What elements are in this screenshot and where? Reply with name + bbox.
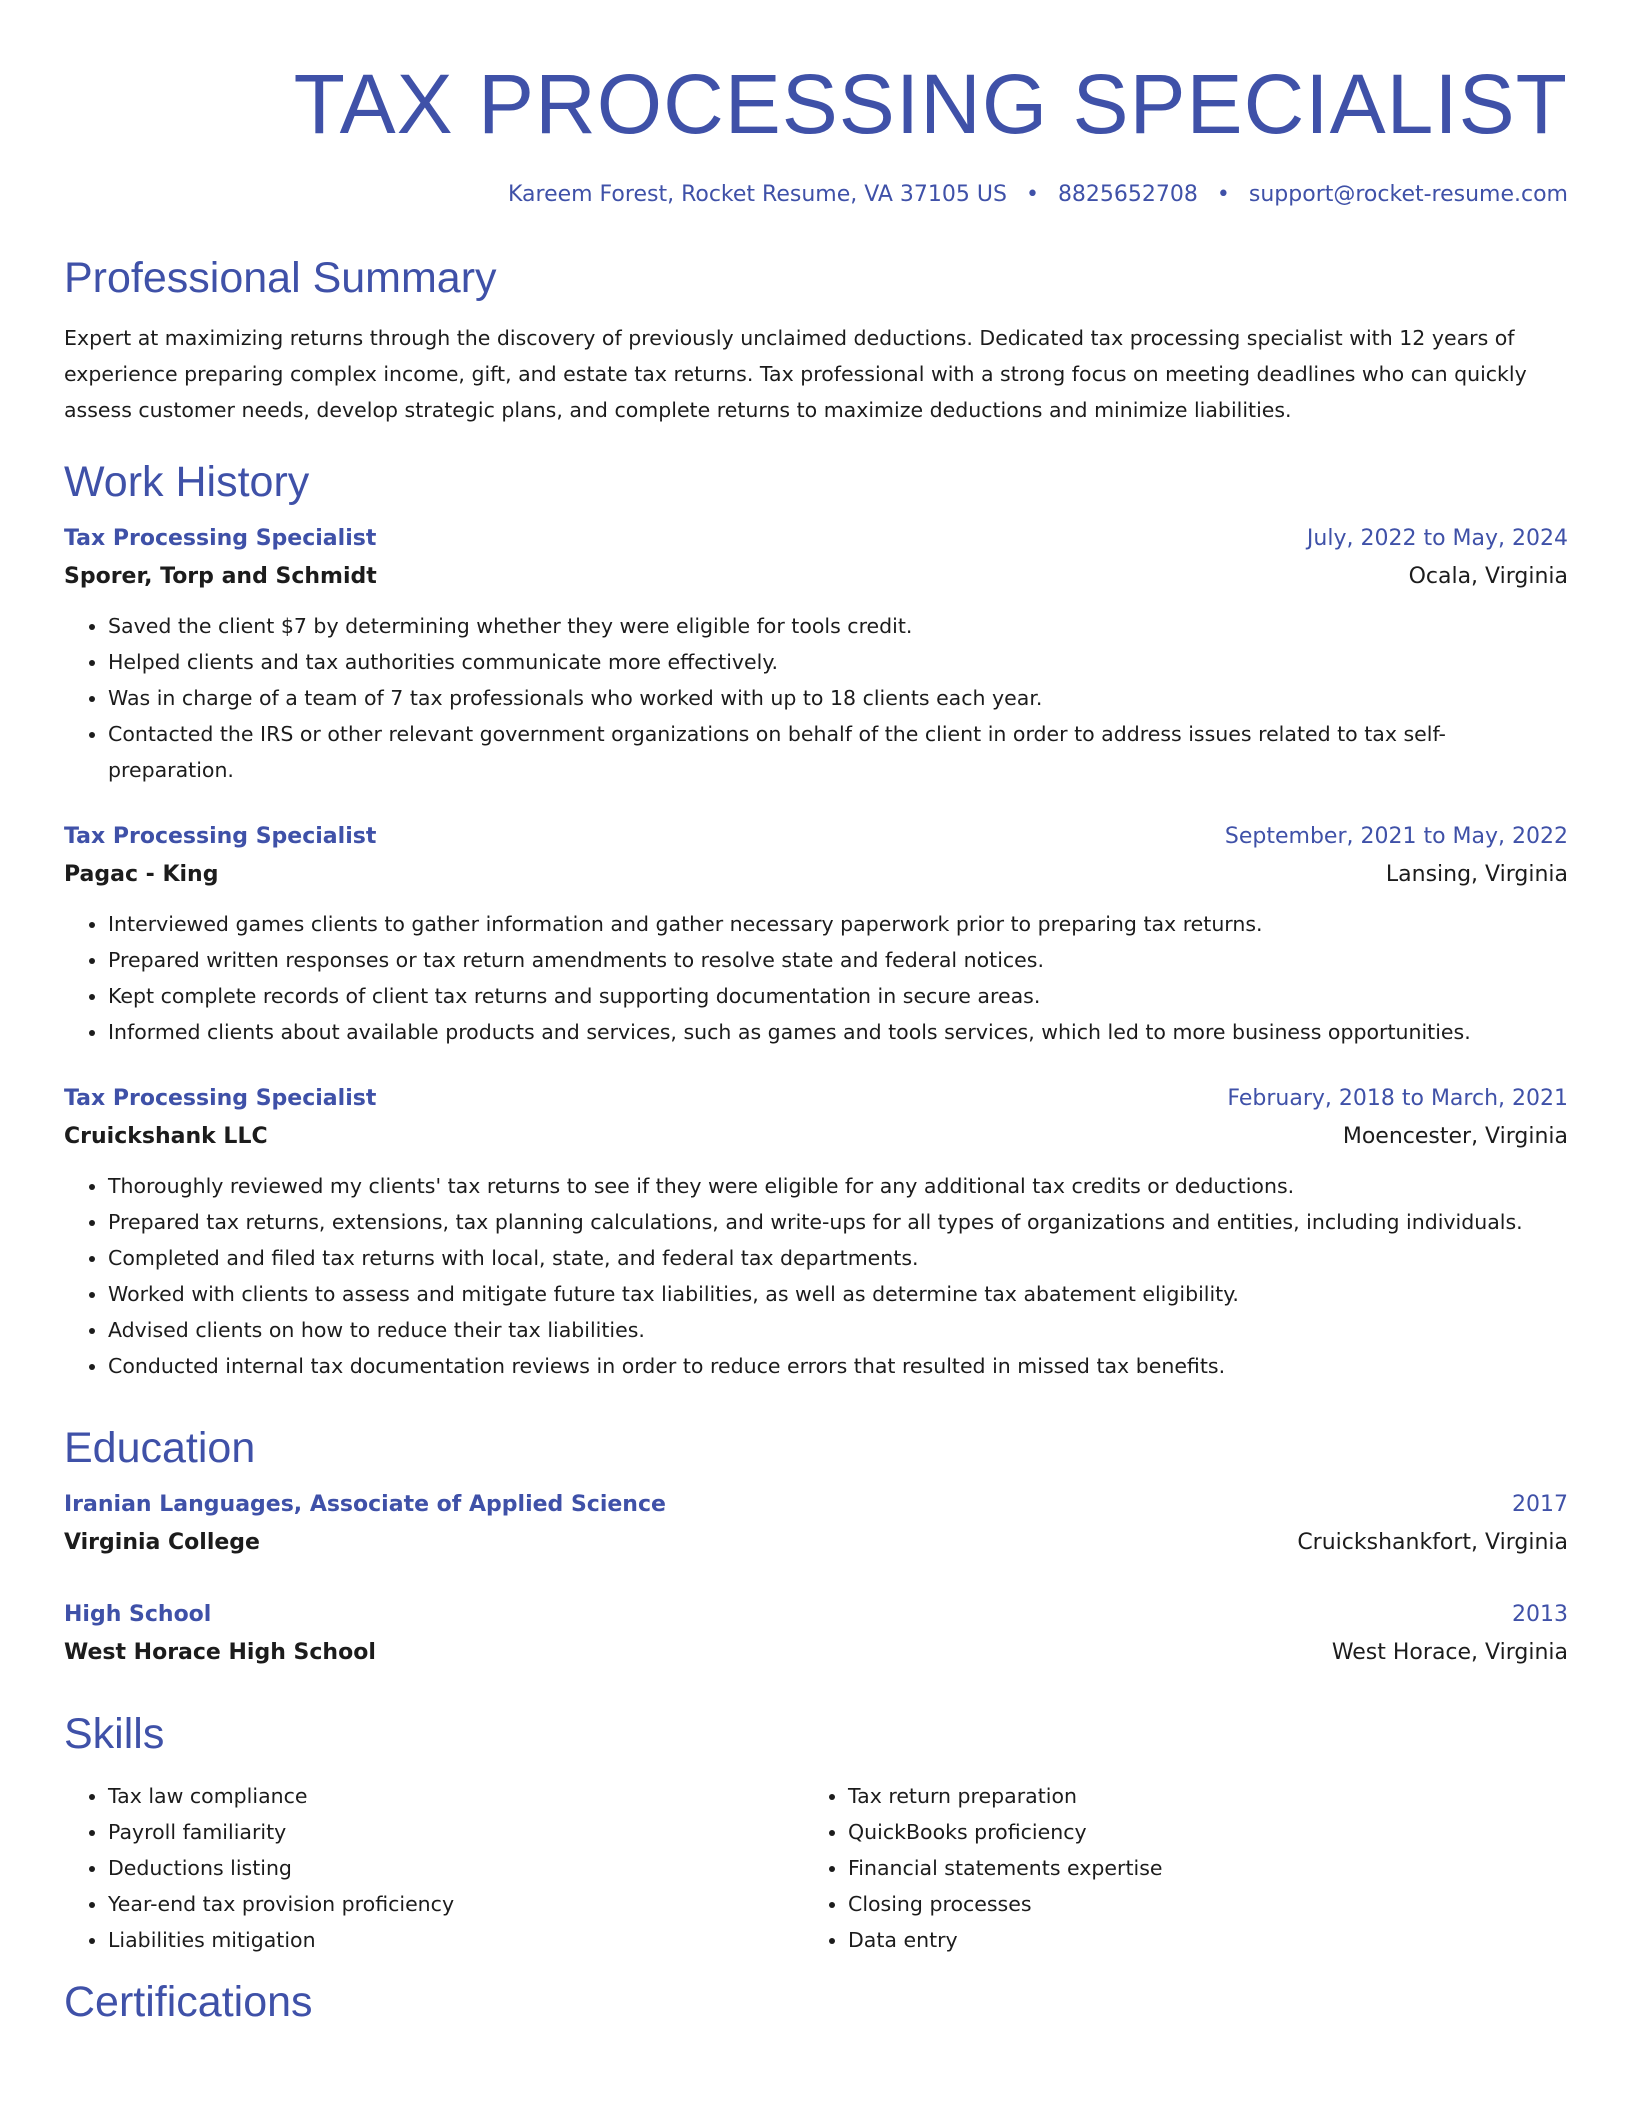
job-entry — [64, 1080, 1568, 1384]
job-bullets — [64, 1168, 1568, 1384]
job-bullet: • Conducted internal tax documentation reviews in order to reduce errors that resulted in missed tax benefits. — [108, 1348, 1568, 1384]
job-bullet: • Thoroughly reviewed my clients' tax returns to see if they were eligible for any additional tax credits or deductions. — [108, 1168, 1568, 1204]
skill-item: • Data entry — [848, 1922, 1544, 1958]
skills-column-right — [804, 1778, 1544, 1958]
education-year: 2013 — [1512, 1602, 1568, 1627]
job-company: Cruickshank LLC — [64, 1124, 268, 1149]
contact-line — [64, 180, 1568, 210]
education-degree: Iranian Languages, Associate of Applied Science — [64, 1492, 666, 1517]
job-bullet: • Worked with clients to assess and mitigate future tax liabilities, as well as determine tax abatement eligibility. — [108, 1276, 1568, 1312]
education-location: West Horace, Virginia — [1331, 1640, 1568, 1665]
education-heading: Education — [64, 1424, 256, 1472]
job-dates: February, 2018 to March, 2021 — [1227, 1086, 1568, 1111]
skill-item: • Year-end tax provision proficiency — [108, 1886, 804, 1922]
education-location: Cruickshankfort, Virginia — [1297, 1530, 1568, 1555]
job-bullet: • Informed clients about available products and services, such as games and tools services, which led to more business opportunities. — [108, 1014, 1568, 1050]
job-entry — [64, 520, 1568, 788]
skill-item: • QuickBooks proficiency — [848, 1814, 1544, 1850]
job-title: Tax Processing Specialist — [64, 526, 377, 551]
education-degree: High School — [64, 1602, 212, 1627]
contact-email: support@rocket-resume.com — [1248, 182, 1568, 207]
job-bullet: • Contacted the IRS or other relevant government organizations on behalf of the client in order to address issues related to tax self-preparation. — [108, 716, 1568, 788]
contact-address: Kareem Forest, Rocket Resume, VA 37105 US — [507, 182, 1007, 207]
job-dates: July, 2022 to May, 2024 — [1306, 526, 1568, 551]
resume-title: TAX PROCESSING SPECIALIST — [293, 57, 1568, 151]
job-bullet: • Helped clients and tax authorities communicate more effectively. — [108, 644, 1568, 680]
education-entry — [64, 1486, 1568, 1562]
job-location: Moencester, Virginia — [1342, 1124, 1568, 1149]
summary-text: Expert at maximizing returns through the discovery of previously unclaimed deductions. Dedicated tax processing specialist with 12 years of experience preparing complex income, gift, and estate tax returns. Tax professional with a strong focus on meeting deadlines who can quickly assess customer needs, develop strategic plans, and complete returns to maximize deductions and minimize liabilities. — [64, 326, 1527, 422]
job-bullets — [64, 906, 1568, 1050]
job-title: Tax Processing Specialist — [64, 1086, 377, 1111]
skills-heading: Skills — [64, 1710, 165, 1758]
summary-heading: Professional Summary — [64, 254, 497, 302]
education-entry — [64, 1596, 1568, 1672]
job-title: Tax Processing Specialist — [64, 824, 377, 849]
job-bullet: • Completed and filed tax returns with local, state, and federal tax departments. — [108, 1240, 1568, 1276]
contact-phone: 8825652708 — [1057, 182, 1198, 207]
skill-item: • Closing processes — [848, 1886, 1544, 1922]
job-bullets — [64, 608, 1568, 788]
skills-grid — [64, 1778, 1568, 1958]
skill-item: • Deductions listing — [108, 1850, 804, 1886]
job-dates: September, 2021 to May, 2022 — [1224, 824, 1568, 849]
job-bullet: • Prepared tax returns, extensions, tax planning calculations, and write-ups for all types of organizations and entities, including individuals. — [108, 1204, 1568, 1240]
job-bullet: • Was in charge of a team of 7 tax professionals who worked with up to 18 clients each year. — [108, 680, 1568, 716]
job-company: Pagac - King — [64, 862, 219, 887]
job-location: Lansing, Virginia — [1385, 862, 1568, 887]
job-bullet: • Advised clients on how to reduce their tax liabilities. — [108, 1312, 1568, 1348]
work-history-heading: Work History — [64, 458, 310, 506]
contact-separator: • — [1025, 182, 1039, 207]
job-bullet: • Prepared written responses or tax return amendments to resolve state and federal notices. — [108, 942, 1568, 978]
skill-item: • Payroll familiarity — [108, 1814, 804, 1850]
job-company: Sporer, Torp and Schmidt — [64, 564, 377, 589]
skill-item: • Tax return preparation — [848, 1778, 1544, 1814]
job-bullet: • Saved the client $7 by determining whether they were eligible for tools credit. — [108, 608, 1568, 644]
education-school: West Horace High School — [64, 1640, 376, 1665]
job-location: Ocala, Virginia — [1408, 564, 1568, 589]
education-school: Virginia College — [64, 1530, 260, 1555]
job-entry — [64, 818, 1568, 1050]
skill-item: • Financial statements expertise — [848, 1850, 1544, 1886]
skills-column-left — [64, 1778, 804, 1958]
contact-separator: • — [1216, 182, 1230, 207]
certifications-heading: Certifications — [64, 1978, 313, 2026]
job-bullet: • Kept complete records of client tax returns and supporting documentation in secure areas. — [108, 978, 1568, 1014]
skill-item: • Tax law compliance — [108, 1778, 804, 1814]
skill-item: • Liabilities mitigation — [108, 1922, 804, 1958]
education-year: 2017 — [1512, 1492, 1568, 1517]
job-bullet: • Interviewed games clients to gather information and gather necessary paperwork prior to preparing tax returns. — [108, 906, 1568, 942]
